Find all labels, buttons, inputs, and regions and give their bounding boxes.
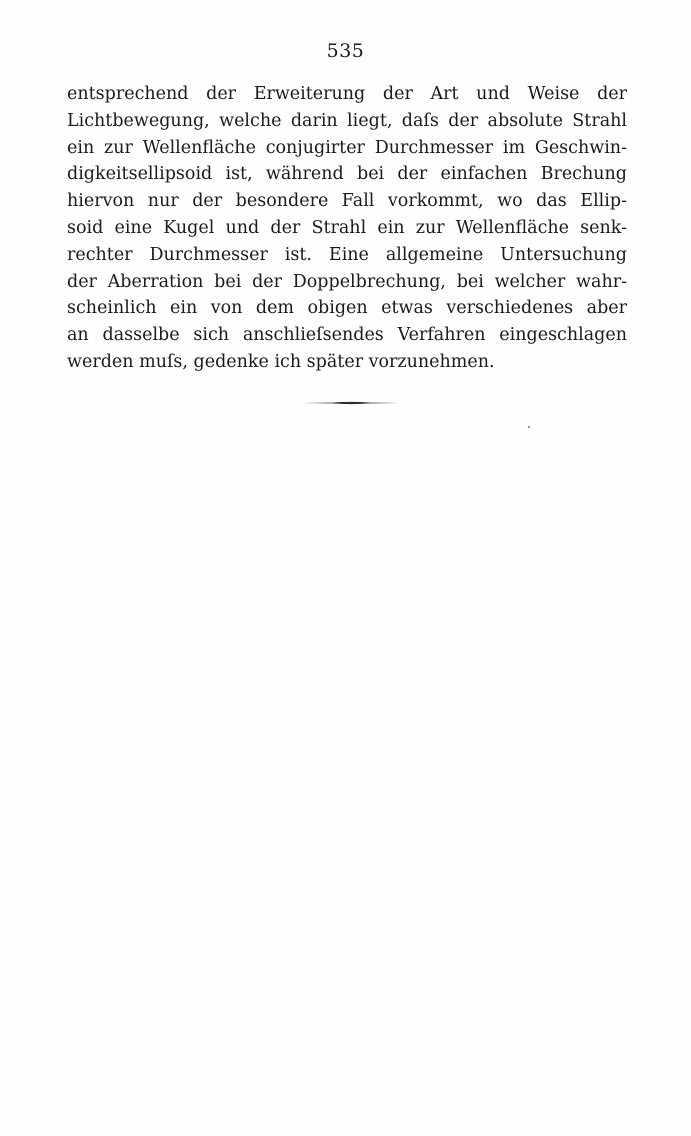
text-line: hiervon nur der besondere Fall vorkommt, wo das Ellip- (67, 191, 627, 212)
text-line: scheinlich ein von dem obigen etwas verschiedenes aber (67, 298, 627, 319)
text-line: ein zur Wellenfläche conjugirter Durchmesser im Geschwin- (67, 137, 627, 158)
text-line: Lichtbewegung, welche darin liegt, daſs der absolute Strahl (67, 110, 627, 131)
text-line: der Aberration bei der Doppelbrechung, bei welcher wahr- (67, 271, 627, 292)
text-line: an dasselbe sich anschlieſsendes Verfahren eingeschlagen (67, 325, 627, 346)
text-line: digkeitsellipsoid ist, während bei der einfachen Brechung (67, 164, 627, 185)
text-line: soid eine Kugel und der Strahl ein zur Wellenfläche senk- (67, 217, 627, 238)
text-line: entsprechend der Erweiterung der Art und Weise der (67, 84, 627, 104)
body-paragraph (67, 81, 627, 376)
text-line: werden muſs, gedenke ich später vorzunehmen. (67, 351, 495, 372)
section-end-rule (302, 400, 400, 406)
text-line: rechter Durchmesser ist. Eine allgemeine Untersuchung (67, 244, 627, 265)
page-number: 535 (326, 40, 365, 62)
paper-speck (528, 426, 530, 428)
